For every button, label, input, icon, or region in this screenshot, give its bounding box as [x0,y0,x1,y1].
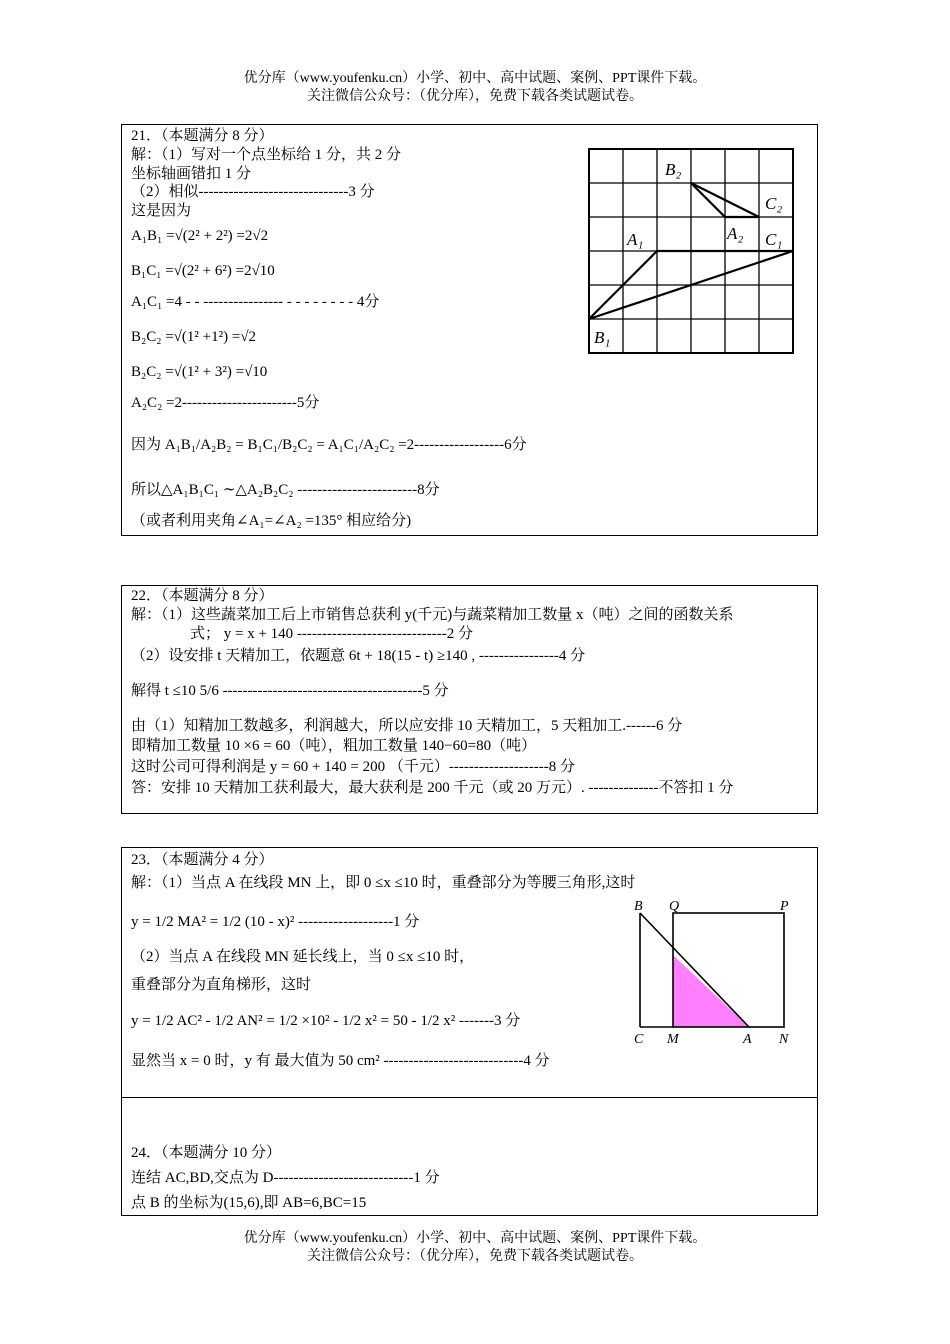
q23-line-5: y = 1/2 AC² - 1/2 AN² = 1/2 ×10² - 1/2 x² = 50 - 1/2 x² -------3 分 [131,1013,521,1029]
label-a: A [743,1032,752,1047]
q22-line-5: 由（1）知精加工数越多，利润越大，所以应安排 10 天精加工，5 天粗加工.------6 分 [131,718,683,734]
q23-box [121,847,818,1098]
label-n: N [779,1032,789,1047]
q24-line-2: 点 B 的坐标为(15,6),即 AB=6,BC=15 [131,1195,367,1211]
label-b: B [634,899,643,914]
q21-eq-3: A₁C₁ =4 - - ---------------- - - - - - - - - 4分 [131,294,380,310]
q21-eq-7: 因为 A₁B₁/A₂B₂ = B₁C₁/B₂C₂ = A₁C₁/A₂C₂ =2------------------6分 [131,437,527,453]
q23-figure [630,898,800,1048]
q21-eq-5: B₂C₂ =√(1² + 3²) =√10 [131,364,268,380]
label-b1: B₁ [594,328,611,347]
q23-line-1: 解：（1）当点 A 在线段 MN 上，即 0 ≤x ≤10 时，重叠部分为等腰三角形,这时 [131,875,636,891]
footer-line-2: 关注微信公众号：（优分库），免费下载各类试题试卷。 [307,1249,643,1264]
q21-line-3: （2）相似------------------------------3 分 [131,184,375,200]
q21-grid-figure [587,147,797,357]
q22-line-4: 解得 t ≤10 5/6 ----------------------------------------5 分 [131,683,449,699]
q22-box [121,585,818,814]
q22-title: 22．（本题满分 8 分） [131,588,274,604]
q22-line-7: 这时公司可得利润是 y = 60 + 140 = 200 （千元）--------------------8 分 [131,759,576,775]
q22-line-3: （2）设安排 t 天精加工，依题意 6t + 18(15 - t) ≥140 , ----------------4 分 [131,648,586,664]
q21-title: 21．（本题满分 8 分） [131,128,274,144]
label-b2: B₂ [665,160,682,179]
q21-line-2: 坐标轴画错扣 1 分 [131,166,252,182]
footer-line-1: 优分库（www.youfenku.cn）小学、初中、高中试题、案例、PPT课件下载。 [243,1231,707,1246]
header-line-2: 关注微信公众号：（优分库），免费下载各类试题试卷。 [307,89,643,104]
label-a2: A₂ [727,224,744,243]
q21-box [121,124,818,536]
q23-line-4: 重叠部分为直角梯形，这时 [131,977,312,993]
q21-eq-6: A₂C₂ =2-----------------------5分 [131,395,320,411]
label-c1: C₁ [765,230,783,249]
q22-line-8: 答：安排 10 天精加工获利最大，最大获利是 200 千元（或 20 万元）. --------------不答扣 1 分 [131,780,734,796]
q22-line-2: 式； y = x + 140 ------------------------------2 分 [190,626,474,642]
label-a1: A₁ [627,230,644,249]
q21-eq-2: B₁C₁ =√(2² + 6²) =2√10 [131,263,275,279]
q21-eq-4: B₂C₂ =√(1² +1²) =√2 [131,329,257,345]
q21-eq-1: A₁B₁ =√(2² + 2²) =2√2 [131,228,269,244]
q23-title: 23．（本题满分 4 分） [131,852,274,868]
q24-box [121,1097,818,1216]
q22-line-6: 即精加工数量 10 ×6 = 60（吨），粗加工数量 140−60=80（吨） [131,738,537,754]
header-line-1: 优分库（www.youfenku.cn）小学、初中、高中试题、案例、PPT课件下载。 [243,71,707,86]
q21-line-1: 解：（1）写对一个点坐标给 1 分，共 2 分 [131,147,402,163]
q21-eq-9: （或者利用夹角∠A₁=∠A₂ =135° 相应给分) [131,513,412,529]
label-m: M [667,1032,679,1047]
q21-eq-8: 所以△A₁B₁C₁ ∼△A₂B₂C₂ ------------------------8分 [131,482,440,498]
q22-line-1: 解：（1）这些蔬菜加工后上市销售总获利 y(千元)与蔬菜精加工数量 x（吨）之间的函数关系 [131,607,734,623]
q24-line-1: 连结 AC,BD,交点为 D----------------------------1 分 [131,1170,440,1186]
q23-line-3: （2）当点 A 在线段 MN 延长线上，当 0 ≤x ≤10 时， [131,949,475,965]
q21-line-4: 这是因为 [131,203,192,219]
label-c: C [634,1032,644,1047]
q24-title: 24．（本题满分 10 分） [131,1145,282,1161]
label-p: P [780,899,789,914]
q23-line-2: y = 1/2 MA² = 1/2 (10 - x)² -------------------1 分 [131,914,420,930]
label-q: Q [669,899,680,914]
label-c2: C₂ [765,194,783,213]
q23-line-6: 显然当 x = 0 时，y 有 最大值为 50 cm² ----------------------------4 分 [131,1053,550,1069]
